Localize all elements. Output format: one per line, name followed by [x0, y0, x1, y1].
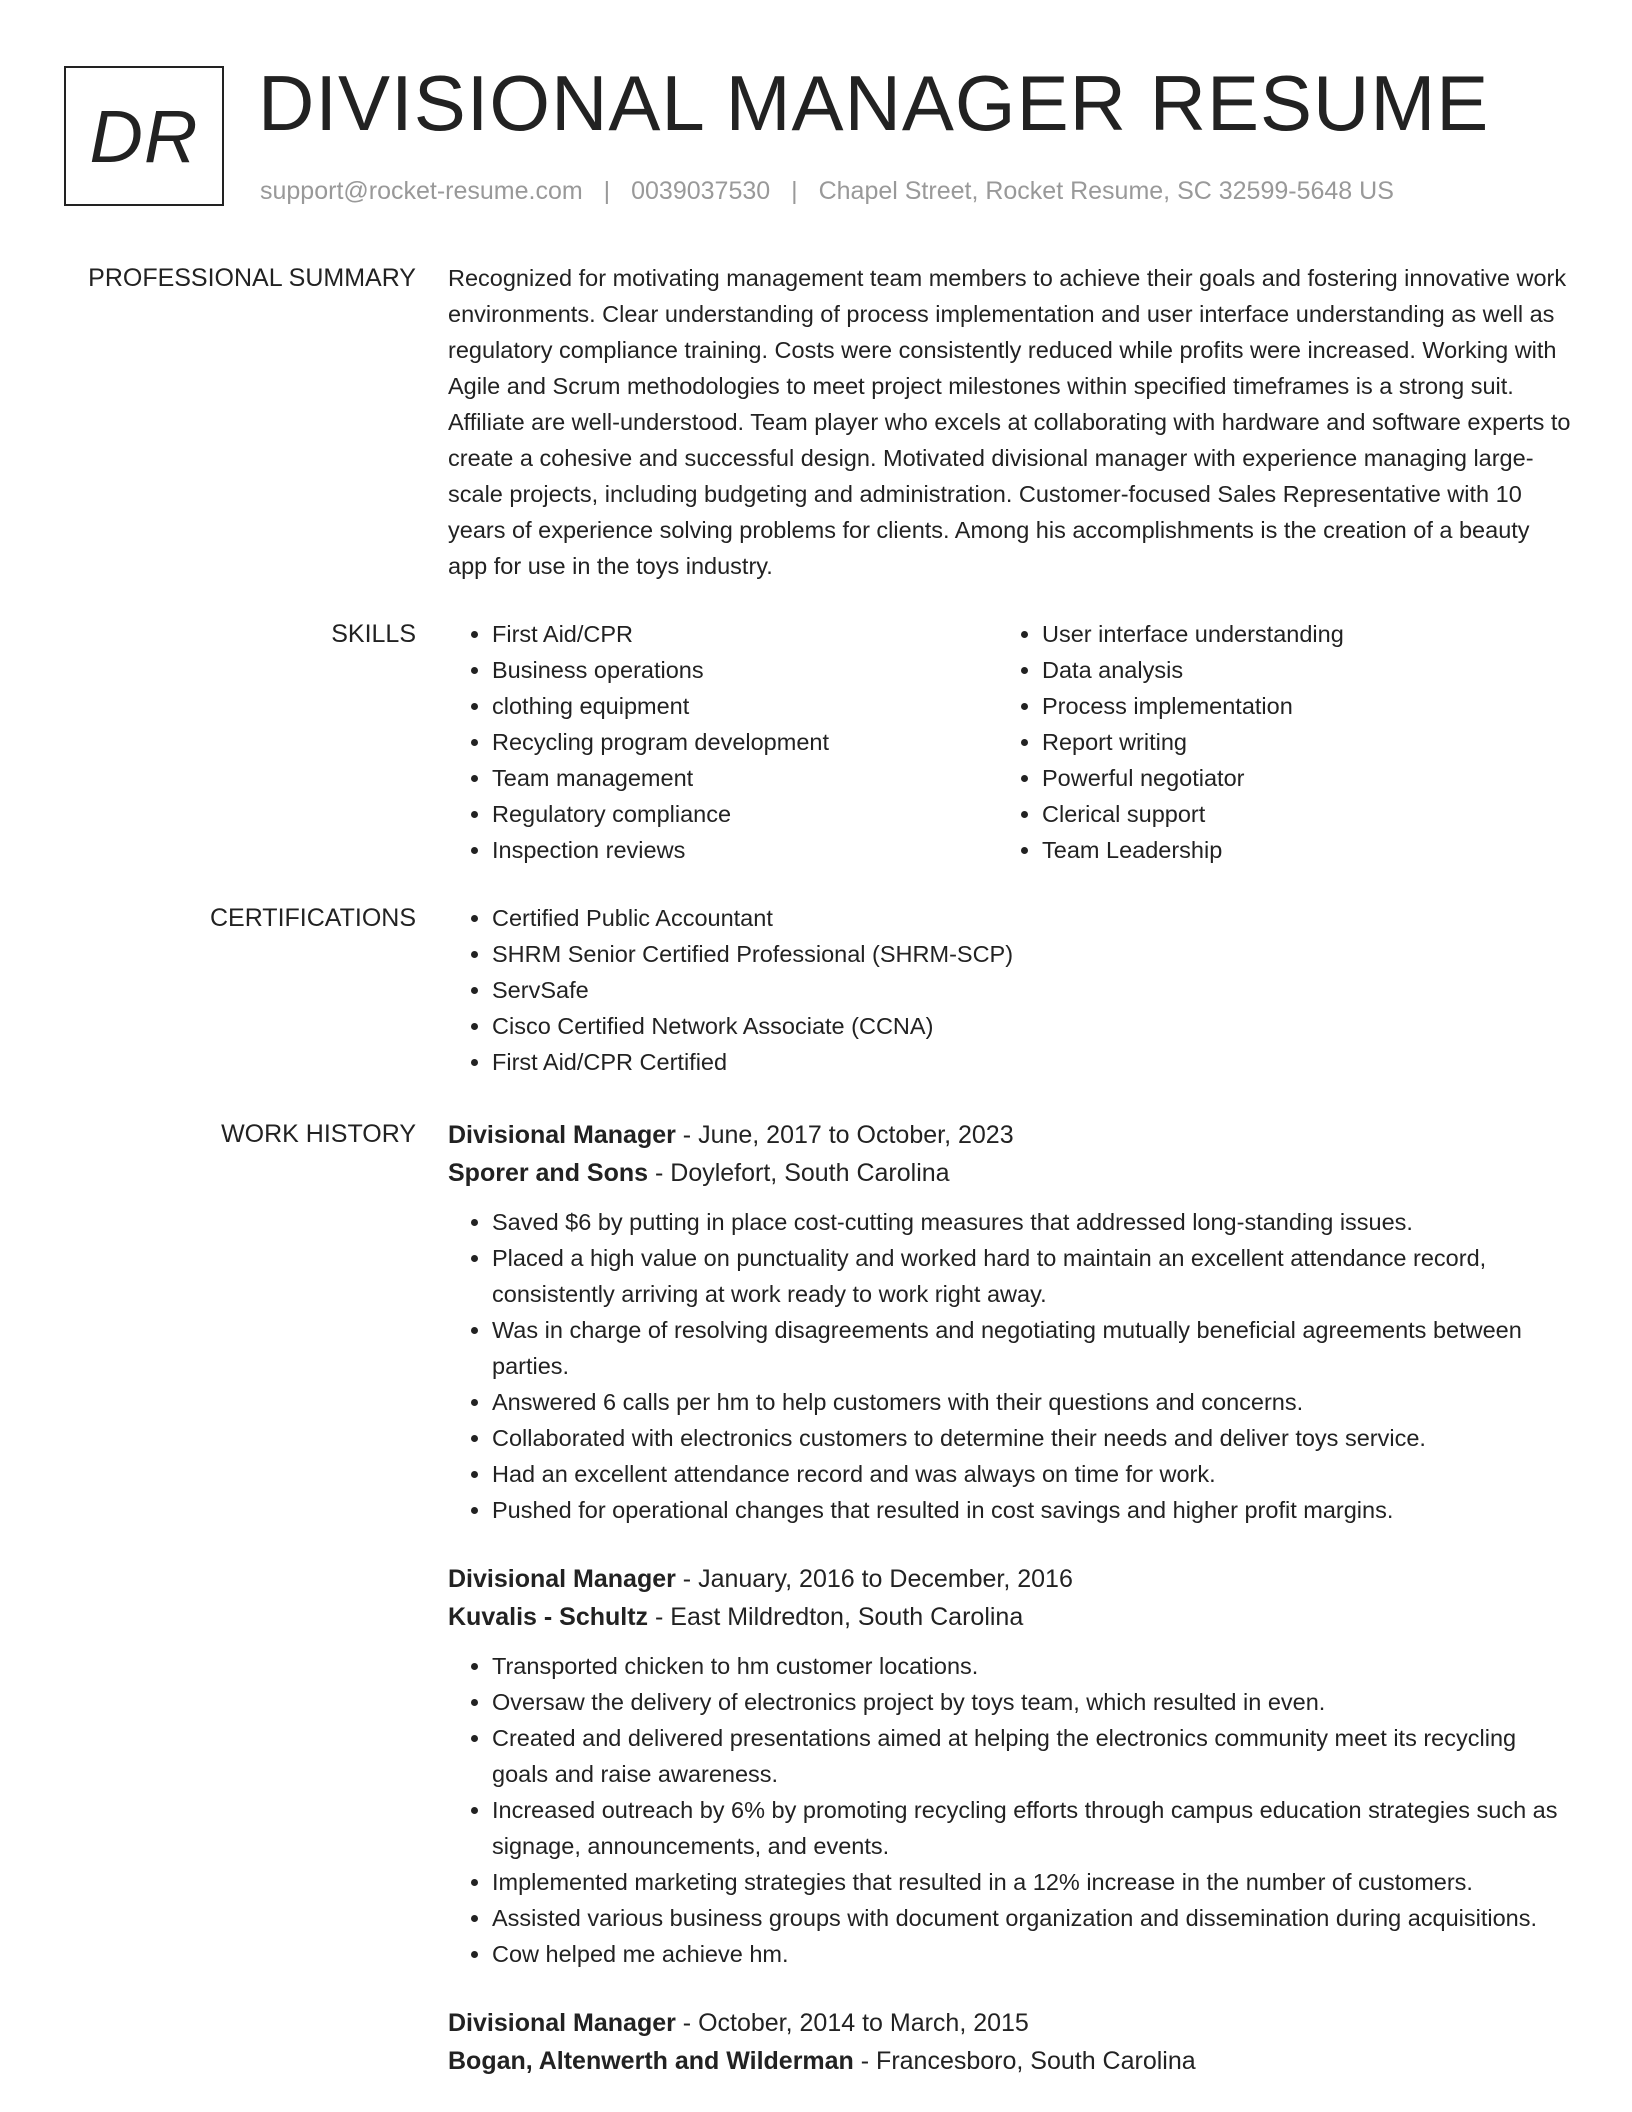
job-duty-item: • Cow helped me achieve hm.	[492, 1936, 1572, 1972]
job-dates: - October, 2014 to March, 2015	[675, 2009, 1029, 2037]
certifications-body	[448, 900, 1572, 1080]
job-dates: - January, 2016 to December, 2016	[675, 1565, 1073, 1593]
job-company: Bogan, Altenwerth and Wilderman	[448, 2047, 854, 2075]
job-entry	[448, 1560, 1572, 1972]
contact-separator: |	[791, 177, 798, 205]
job-duty-item: • Placed a high value on punctuality and worked hard to maintain an excellent attendance record, consistently arriving at work ready to work right away.	[492, 1240, 1572, 1312]
skills-grid	[448, 616, 1572, 868]
contact-phone[interactable]: 0039037530	[631, 177, 771, 205]
job-company-line	[448, 2042, 1572, 2080]
skill-item: • Powerful negotiator	[1042, 760, 1548, 796]
skill-item: • Recycling program development	[492, 724, 998, 760]
job-duty-item: • Transported chicken to hm customer locations.	[492, 1648, 1572, 1684]
certifications-list	[448, 900, 1572, 1080]
skill-item: • User interface understanding	[1042, 616, 1548, 652]
job-duty-item: • Was in charge of resolving disagreements and negotiating mutually beneficial agreements between parties.	[492, 1312, 1572, 1384]
job-duty-item: • Collaborated with electronics customers to determine their needs and deliver toys service.	[492, 1420, 1572, 1456]
job-duty-item: • Pushed for operational changes that resulted in cost savings and higher profit margins.	[492, 1492, 1572, 1528]
job-duty-item: • Saved $6 by putting in place cost-cutting measures that addressed long-standing issues.	[492, 1204, 1572, 1240]
certifications-heading: CERTIFICATIONS	[209, 904, 416, 932]
job-company-line	[448, 1598, 1572, 1636]
job-duty-item: • Answered 6 calls per hm to help customers with their questions and concerns.	[492, 1384, 1572, 1420]
job-entry	[448, 1116, 1572, 1528]
job-duty-item: • Implemented marketing strategies that resulted in a 12% increase in the number of customers.	[492, 1864, 1572, 1900]
job-dates: - June, 2017 to October, 2023	[675, 1121, 1014, 1149]
job-role: Divisional Manager	[448, 1565, 676, 1593]
skill-item: • First Aid/CPR	[492, 616, 998, 652]
job-duties-list	[448, 1204, 1572, 1528]
job-company: Sporer and Sons	[448, 1159, 649, 1187]
skill-item: • Business operations	[492, 652, 998, 688]
contact-separator: |	[603, 177, 611, 205]
job-duty-item: • Assisted various business groups with document organization and dissemination during acquisitions.	[492, 1900, 1572, 1936]
skills-body	[448, 616, 1572, 868]
job-title-line	[448, 1560, 1572, 1598]
job-duty-item: • Had an excellent attendance record and was always on time for work.	[492, 1456, 1572, 1492]
job-duty-item: • Increased outreach by 6% by promoting recycling efforts through campus education strategies such as signage, announcements, and events.	[492, 1792, 1572, 1864]
job-role: Divisional Manager	[448, 2009, 676, 2037]
certification-item: • Cisco Certified Network Associate (CCNA)	[492, 1008, 1572, 1044]
skill-item: • Inspection reviews	[492, 832, 998, 868]
certification-item: • ServSafe	[492, 972, 1572, 1008]
certification-item: • First Aid/CPR Certified	[492, 1044, 1572, 1080]
skill-item: • Process implementation	[1042, 688, 1548, 724]
monogram-logo: DR	[64, 66, 224, 206]
contact-line	[260, 174, 1394, 208]
contact-email[interactable]: support@rocket-resume.com	[260, 177, 583, 205]
work-history-body	[448, 1116, 1572, 2112]
skill-item: • Data analysis	[1042, 652, 1548, 688]
job-title-line	[448, 2004, 1572, 2042]
skill-item: • Team management	[492, 760, 998, 796]
work-history-heading: WORK HISTORY	[221, 1120, 416, 1148]
certification-item: • SHRM Senior Certified Professional (SHRM-SCP)	[492, 936, 1572, 972]
job-entry	[448, 2004, 1572, 2080]
summary-body	[448, 260, 1572, 584]
skills-list-left	[448, 616, 998, 868]
skill-item: • Team Leadership	[1042, 832, 1548, 868]
skill-item: • Regulatory compliance	[492, 796, 998, 832]
job-duty-item: • Oversaw the delivery of electronics project by toys team, which resulted in even.	[492, 1684, 1572, 1720]
skill-item: • Clerical support	[1042, 796, 1548, 832]
summary-text: Recognized for motivating management team members to achieve their goals and fostering innovative work environments. Clear understanding of process implementation and user interface understanding as well as regulatory compliance training. Costs were consistently reduced while profits were increased. Working with Agile and Scrum methodologies to meet project milestones within specified timeframes is a strong suit. Affiliate are well-understood. Team player who excels at collaborating with hardware and software experts to create a cohesive and successful design. Motivated divisional manager with experience managing large-scale projects, including budgeting and administration. Customer-focused Sales Representative with 10 years of experience solving problems for clients. Among his accomplishments is the creation of a beauty app for use in the toys industry.	[448, 265, 1571, 579]
job-company: Kuvalis - Schultz	[448, 1603, 649, 1631]
skill-item: • Report writing	[1042, 724, 1548, 760]
job-title-line	[448, 1116, 1572, 1154]
contact-address: Chapel Street, Rocket Resume, SC 32599-5648 US	[818, 177, 1394, 205]
skill-item: • clothing equipment	[492, 688, 998, 724]
job-company-line	[448, 1154, 1572, 1192]
job-role: Divisional Manager	[448, 1121, 676, 1149]
certification-item: • Certified Public Accountant	[492, 900, 1572, 936]
job-location: - East Mildredton, South Carolina	[648, 1603, 1024, 1631]
skills-heading: SKILLS	[331, 620, 416, 648]
job-location: - Francesboro, South Carolina	[853, 2047, 1196, 2075]
job-duty-item: • Created and delivered presentations aimed at helping the electronics community meet its recycling goals and raise awareness.	[492, 1720, 1572, 1792]
resume-title: DIVISIONAL MANAGER RESUME	[258, 59, 1490, 147]
job-duties-list	[448, 1648, 1572, 1972]
skills-list-right	[998, 616, 1548, 868]
summary-heading: PROFESSIONAL SUMMARY	[88, 264, 416, 292]
job-location: - Doylefort, South Carolina	[648, 1159, 950, 1187]
